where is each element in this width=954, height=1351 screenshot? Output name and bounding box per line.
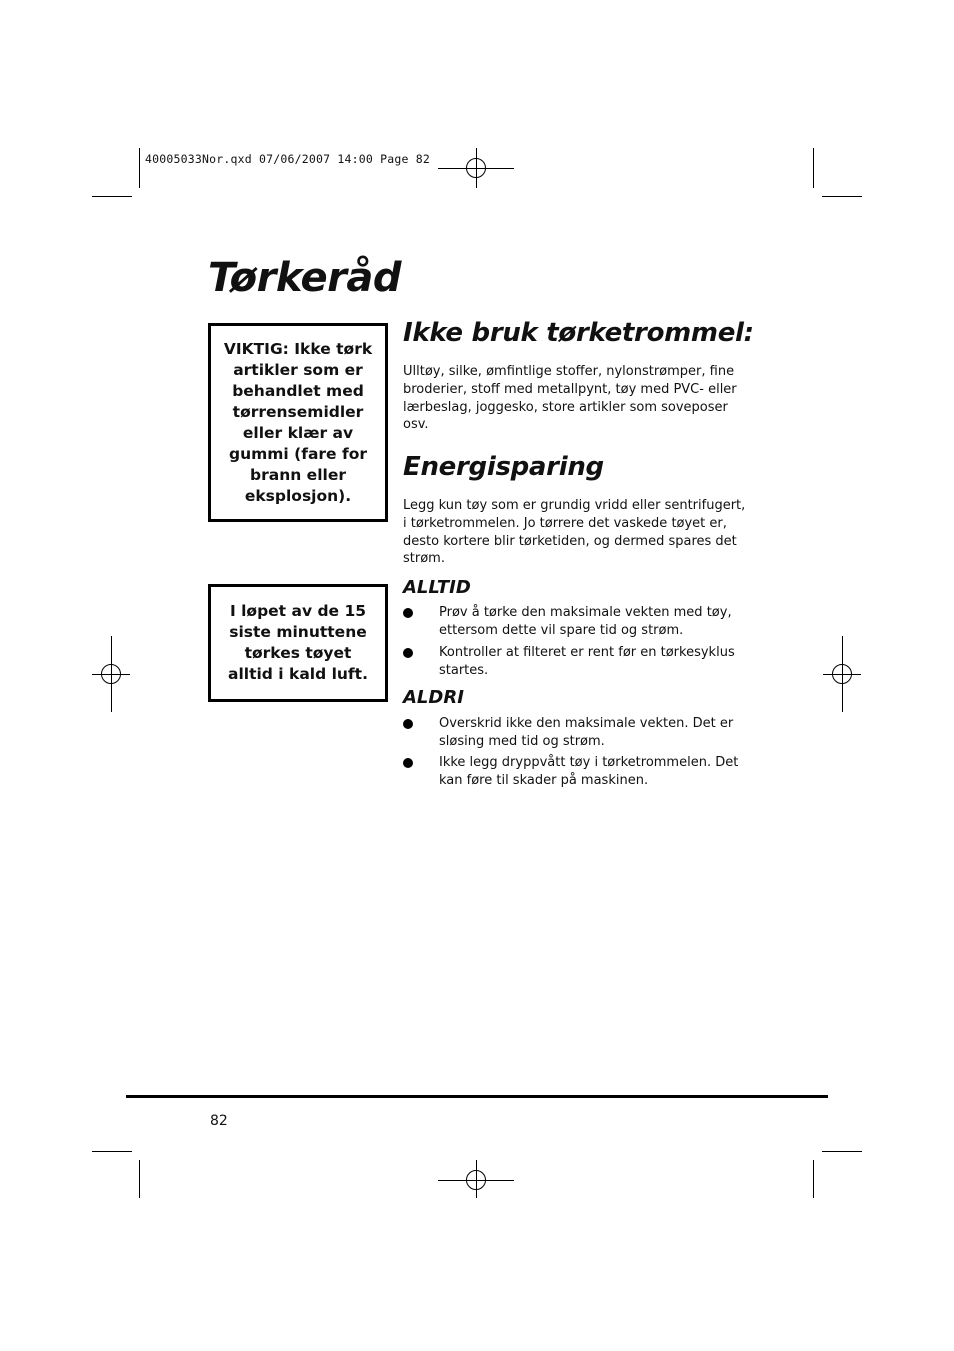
always-section — [403, 577, 753, 598]
energy-section — [403, 452, 753, 482]
tip-text: I løpet av de 15 siste minuttene tørkes tøyet alltid i kald luft. — [228, 602, 368, 683]
always-heading: ALLTID — [403, 577, 471, 598]
registration-circle-icon — [466, 1170, 486, 1190]
list-item-text: Prøv å tørke den maksimale vekten med tøy, ettersom dette vil spare tid og strøm. — [439, 605, 732, 638]
energy-heading: Energisparing — [403, 452, 604, 482]
crop-mark — [822, 1151, 862, 1152]
crop-mark — [92, 196, 132, 197]
no-dryer-body — [403, 363, 753, 434]
no-dryer-heading: Ikke bruk tørketrommel: — [403, 318, 754, 348]
never-section — [403, 687, 753, 708]
registration-circle-icon — [832, 664, 852, 684]
warning-box — [208, 323, 388, 522]
bullet-icon — [403, 608, 413, 618]
footer-rule — [126, 1095, 828, 1098]
tip-box — [208, 584, 388, 702]
list-item-text: Kontroller at filteret er rent før en tørkesyklus startes. — [439, 645, 735, 678]
crop-mark — [813, 148, 814, 188]
no-dryer-text: Ulltøy, silke, ømfintlige stoffer, nylonstrømper, fine broderier, stoff med metallpynt, tøy med PVC- eller lærbeslag, joggesko, store artikler som soveposer osv. — [403, 364, 737, 433]
registration-circle-icon — [101, 664, 121, 684]
list-item-text: Overskrid ikke den maksimale vekten. Det er sløsing med tid og strøm. — [439, 716, 734, 749]
page-title: Tørkeråd — [208, 255, 401, 301]
registration-circle-icon — [466, 158, 486, 178]
bullet-icon — [403, 648, 413, 658]
printer-slug: 40005033Nor.qxd 07/06/2007 14:00 Page 82 — [145, 152, 430, 166]
crop-mark — [813, 1160, 814, 1198]
list-item-text: Ikke legg dryppvått tøy i tørketrommelen. Det kan føre til skader på maskinen. — [439, 755, 739, 788]
page-number: 82 — [210, 1113, 228, 1129]
bullet-icon — [403, 758, 413, 768]
crop-mark — [139, 1160, 140, 1198]
bullet-icon — [403, 719, 413, 729]
crop-mark — [822, 196, 862, 197]
no-dryer-section — [403, 318, 753, 348]
energy-text: Legg kun tøy som er grundig vridd eller sentrifugert, i tørketrommelen. Jo tørrere det vaskede tøyet er, desto kortere blir tørketiden, og dermed spares det strøm. — [403, 498, 746, 567]
warning-text: VIKTIG: Ikke tørk artikler som er behandlet med tørrensemidler eller klær av gummi (fare for brann eller eksplosjon). — [223, 339, 373, 505]
energy-body — [403, 497, 753, 568]
crop-mark — [139, 148, 140, 188]
never-heading: ALDRI — [403, 687, 464, 708]
crop-mark — [92, 1151, 132, 1152]
